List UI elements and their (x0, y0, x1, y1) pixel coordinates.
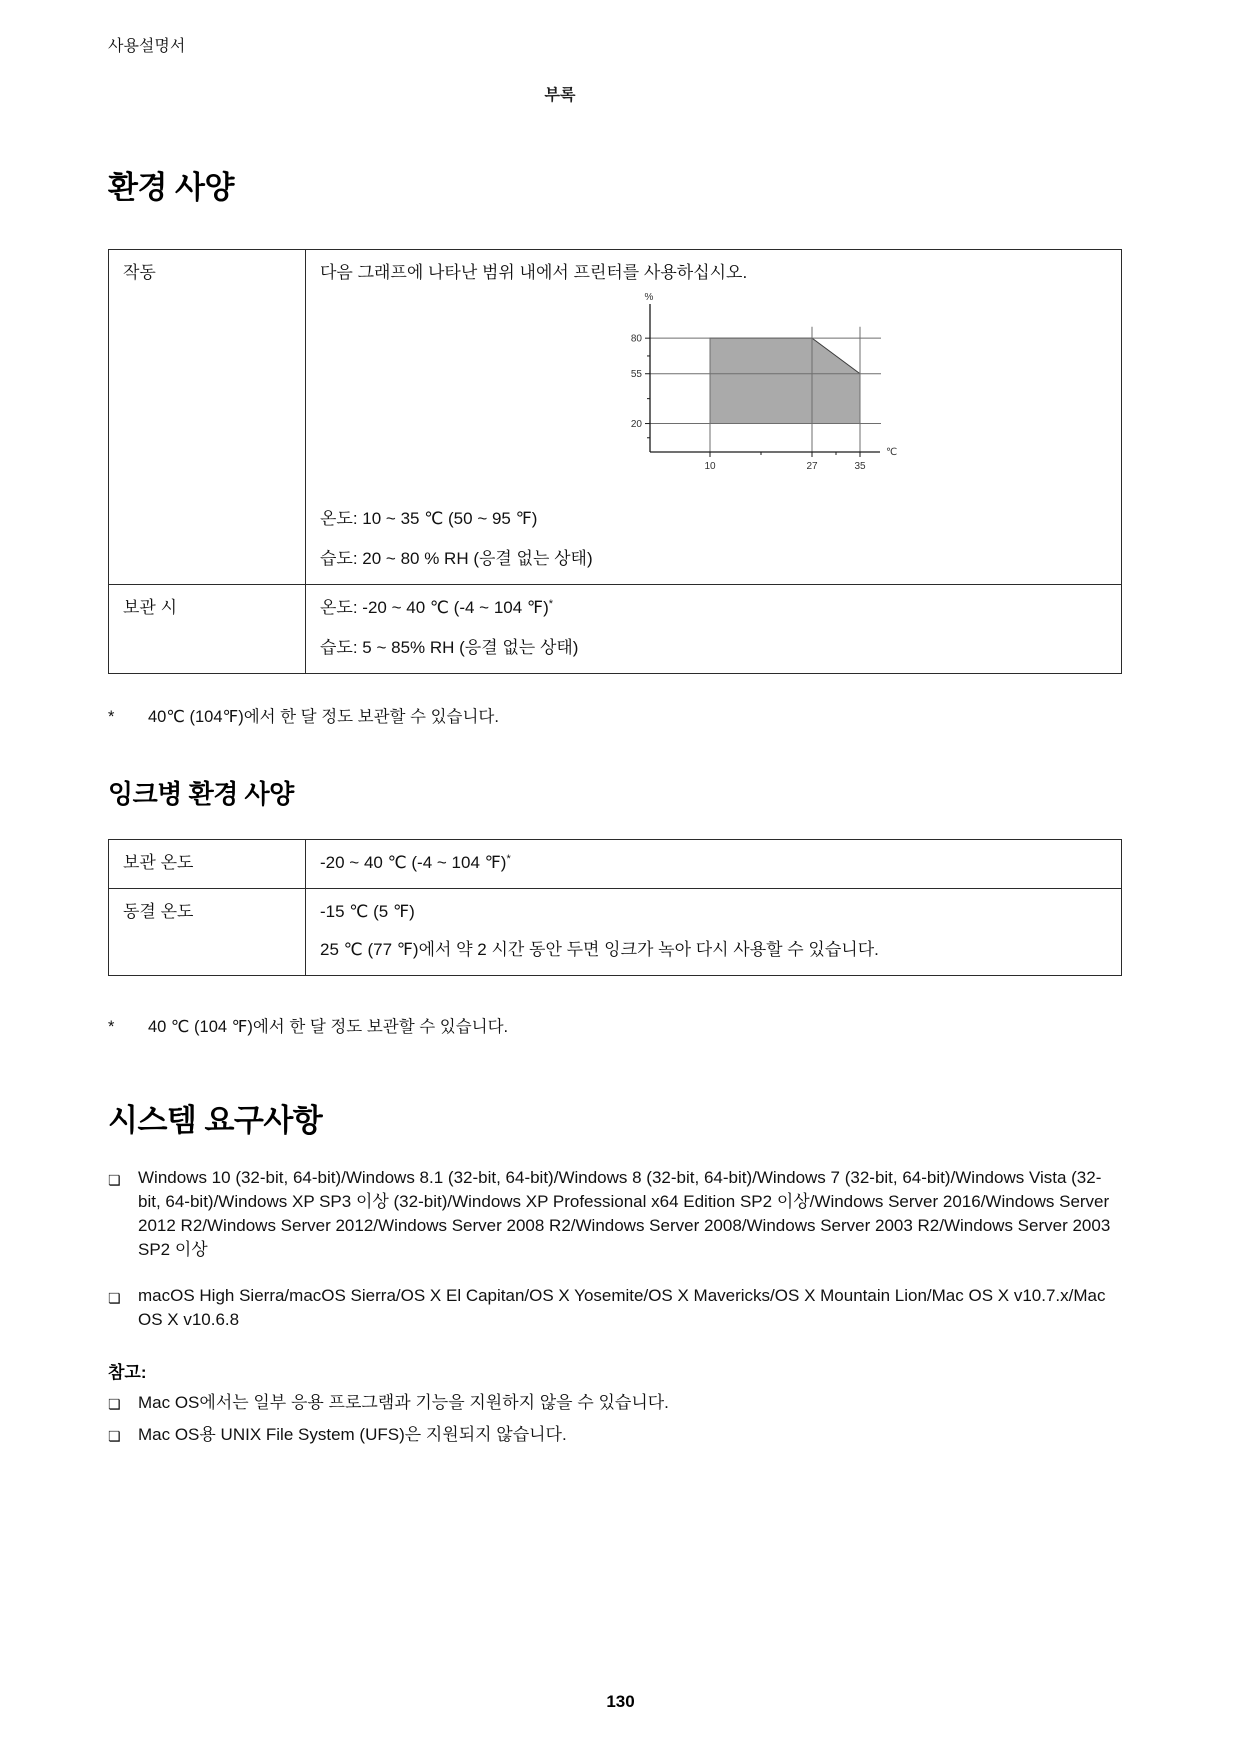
note-text: Mac OS에서는 일부 응용 프로그램과 기능을 지원하지 않을 수 있습니다. (138, 1393, 669, 1412)
environment-footnote (108, 706, 1122, 728)
operating-region (710, 338, 860, 423)
operating-intro: 다음 그래프에 나타난 범위 내에서 프린터를 사용하십시오. (320, 263, 748, 282)
table-row-operating (109, 250, 1122, 585)
requirement-item-windows (108, 1166, 1122, 1262)
freezing-temp-note: 25 ℃ (77 ℉)에서 약 2 시간 동안 두면 잉크가 녹아 다시 사용할 수 있습니다. (320, 940, 879, 959)
requirement-text: Windows 10 (32-bit, 64-bit)/Windows 8.1 (32-bit, 64-bit)/Windows 8 (32-bit, 64-bit)/Windows 7 (32-bit, 64-bit)/Windows Vista (32-bit, 64-bit)/Windows XP SP3 이상 (32-bit)/Windows XP Professional x64 Edition SP2 이상/Windows Server 2016/Windows Server 2012 R2/Windows Server 2012/Windows Server 2008 R2/Windows Server 2008/Windows Server 2003 R2/Windows Server 2003 SP2 이상 (138, 1168, 1111, 1259)
environment-spec-table (108, 249, 1122, 674)
y-tick-label: 20 (630, 419, 642, 431)
storage-temperature: 온도: -20 ~ 40 ℃ (-4 ~ 104 ℉)* (320, 598, 554, 617)
section-title-ink-bottle: 잉크병 환경 사양 (108, 779, 294, 809)
chapter-title: 부록 (544, 87, 576, 104)
operating-range-chart (620, 292, 906, 478)
x-tick-label: 35 (854, 461, 866, 472)
manual-title: 사용설명서 (108, 38, 186, 55)
note-text: Mac OS용 UNIX File System (UFS)은 지원되지 않습니다. (138, 1425, 567, 1444)
x-tick-label: 27 (806, 461, 818, 472)
footnote-text: 40℃ (104℉)에서 한 달 정도 보관할 수 있습니다. (148, 708, 499, 726)
y-tick-label: 80 (630, 333, 642, 345)
footnote-mark: * (108, 1018, 115, 1036)
footnote-mark: * (108, 708, 115, 726)
table-row-freezing-temp (109, 889, 1122, 976)
ink-bottle-spec-table (108, 839, 1122, 976)
row-label-freezing-temp: 동결 온도 (109, 889, 306, 976)
row-value-storage (306, 585, 1122, 674)
table-row-storage-temp (109, 840, 1122, 889)
requirement-item-mac (108, 1284, 1122, 1332)
bullet-icon: ❏ (108, 1428, 121, 1444)
note-item (108, 1424, 1122, 1447)
operating-temperature: 온도: 10 ~ 35 ℃ (50 ~ 95 ℉) (320, 509, 538, 528)
row-label-storage: 보관 시 (109, 585, 306, 674)
humidity-temperature-chart (620, 292, 906, 478)
page-number: 130 (606, 1692, 635, 1711)
bullet-icon: ❏ (108, 1172, 121, 1188)
y-axis-unit-label: % (644, 292, 654, 304)
row-label-storage-temp: 보관 온도 (109, 840, 306, 889)
note-block (108, 1358, 1122, 1447)
operating-humidity: 습도: 20 ~ 80 % RH (응결 없는 상태) (320, 549, 593, 568)
ink-bottle-footnote (108, 1016, 1122, 1038)
bullet-icon: ❏ (108, 1290, 121, 1306)
y-tick-label: 55 (630, 369, 642, 381)
freezing-temp-value: -15 ℃ (5 ℉) (320, 902, 415, 921)
requirement-text: macOS High Sierra/macOS Sierra/OS X El Capitan/OS X Yosemite/OS X Mavericks/OS X Mountain Lion/Mac OS X v10.7.x/Mac OS X v10.6.8 (138, 1286, 1106, 1329)
footnote-text: 40 ℃ (104 ℉)에서 한 달 정도 보관할 수 있습니다. (148, 1018, 509, 1036)
storage-humidity: 습도: 5 ~ 85% RH (응결 없는 상태) (320, 638, 579, 657)
footnote-mark: * (506, 853, 511, 865)
bullet-icon: ❏ (108, 1396, 121, 1412)
x-tick-label: 10 (704, 461, 716, 472)
row-label-operating: 작동 (109, 250, 306, 585)
row-value-freezing-temp (306, 889, 1122, 976)
row-value-operating (306, 250, 1122, 585)
section-title-system-requirements: 시스템 요구사항 (108, 1103, 323, 1138)
x-axis-unit-label: ℃ (886, 447, 898, 458)
row-value-storage-temp: -20 ~ 40 ℃ (-4 ~ 104 ℉)* (306, 840, 1122, 889)
section-title-environment: 환경 사양 (108, 170, 234, 205)
note-item (108, 1392, 1122, 1415)
note-label: 참고: (108, 1363, 147, 1382)
table-row-storage (109, 585, 1122, 674)
footnote-mark: * (548, 598, 554, 610)
